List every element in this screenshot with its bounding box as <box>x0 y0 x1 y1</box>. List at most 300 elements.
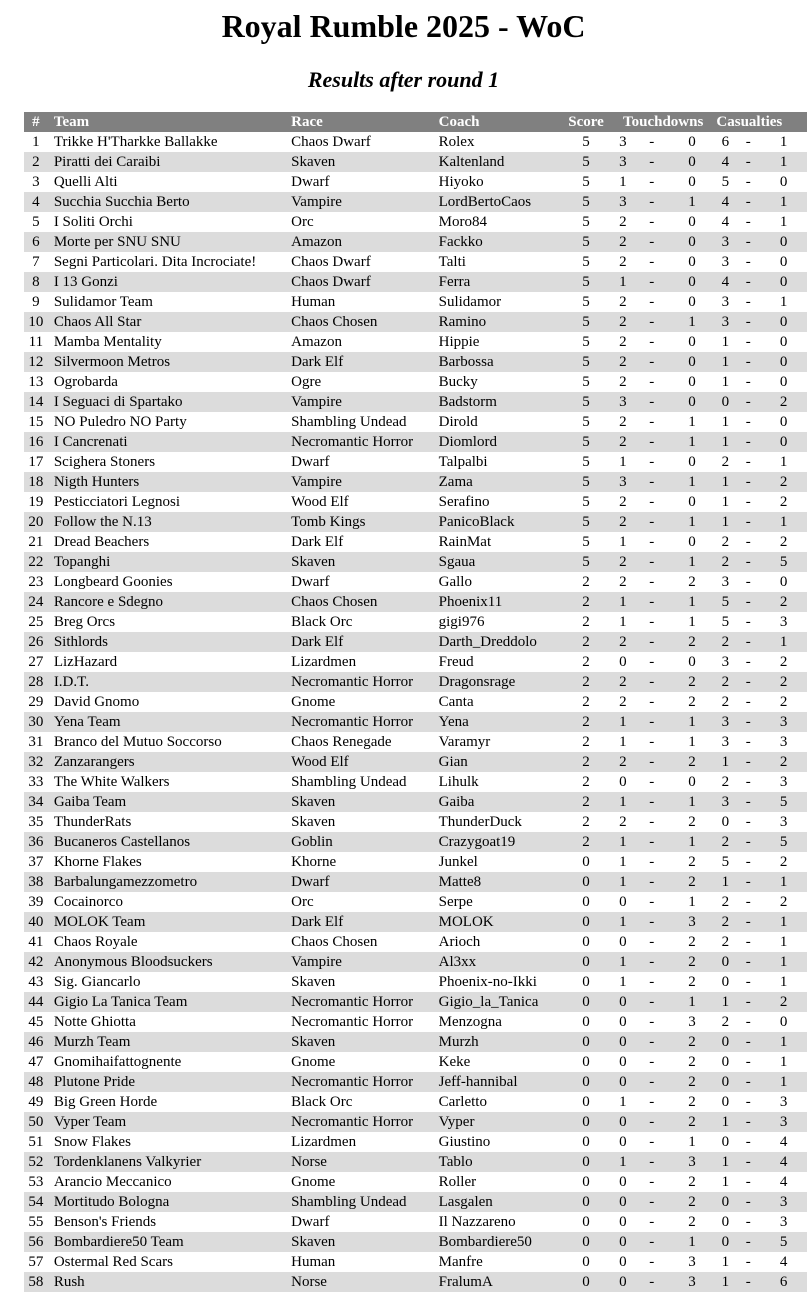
rank-cell: 49 <box>28 1094 44 1110</box>
team-cell: Rancore e Sdegno <box>48 592 291 612</box>
casualties-separator: - <box>745 694 751 710</box>
race-cell: Chaos Chosen <box>291 934 378 950</box>
rank-cell: 7 <box>32 254 40 270</box>
touchdowns-separator: - <box>649 374 655 390</box>
casualties-for-cell: 0 <box>721 1094 730 1110</box>
coach-cell: Ramino <box>439 312 561 332</box>
coach-cell: Badstorm <box>439 392 561 412</box>
casualties-separator: - <box>736 1232 760 1252</box>
coach-cell: Gaiba <box>439 792 561 812</box>
rank-cell: 1 <box>32 134 40 150</box>
table-row <box>24 432 807 452</box>
casualties-separator: - <box>745 294 751 310</box>
casualties-separator: - <box>745 1174 751 1190</box>
table-row <box>24 1112 807 1132</box>
touchdowns-separator: - <box>649 1094 655 1110</box>
casualties-separator: - <box>736 152 760 172</box>
race-cell: Gnome <box>291 694 336 710</box>
casualties-separator: - <box>736 312 760 332</box>
touchdowns-against-cell: 1 <box>688 734 696 750</box>
touchdowns-against-cell: 2 <box>670 1192 715 1212</box>
coach-cell: Freud <box>438 654 474 670</box>
touchdowns-against-cell: 0 <box>670 352 715 372</box>
touchdowns-separator: - <box>634 1192 670 1212</box>
score-cell: 0 <box>582 1254 590 1270</box>
touchdowns-separator: - <box>634 312 670 332</box>
team-cell: NO Puledro NO Party <box>53 414 187 430</box>
score-cell: 2 <box>582 694 590 710</box>
score-cell: 5 <box>560 152 612 172</box>
race-cell: Norse <box>291 1272 439 1292</box>
coach-cell: Roller <box>438 1174 477 1190</box>
table-row <box>24 1152 807 1172</box>
touchdowns-for-cell: 2 <box>619 414 627 430</box>
table-row <box>24 792 807 812</box>
race-cell: Skaven <box>291 1232 439 1252</box>
team-cell: I 13 Gonzi <box>48 272 291 292</box>
rank-cell: 57 <box>28 1254 44 1270</box>
casualties-for-cell: 1 <box>714 512 736 532</box>
race-cell: Wood Elf <box>291 752 439 772</box>
casualties-against-cell: 4 <box>779 1254 788 1270</box>
score-cell: 5 <box>560 552 612 572</box>
table-row <box>24 1032 807 1052</box>
race-cell: Chaos Dwarf <box>291 134 371 150</box>
casualties-separator: - <box>736 432 760 452</box>
touchdowns-for-cell: 2 <box>612 552 634 572</box>
race-cell: Chaos Chosen <box>291 592 439 612</box>
casualties-separator: - <box>736 392 760 412</box>
table-row <box>24 972 807 992</box>
score-cell: 2 <box>560 832 612 852</box>
race-cell: Orc <box>291 214 314 230</box>
team-cell: Barbalungamezzometro <box>48 872 291 892</box>
casualties-for-cell: 0 <box>721 814 730 830</box>
casualties-separator: - <box>745 1094 751 1110</box>
score-cell: 2 <box>582 574 590 590</box>
header-race: Race <box>291 112 439 132</box>
score-cell: 2 <box>582 734 590 750</box>
table-row <box>24 352 807 372</box>
rank-cell: 55 <box>28 1214 44 1230</box>
race-cell: Chaos Chosen <box>291 312 439 332</box>
casualties-for-cell: 3 <box>721 734 730 750</box>
rank-cell: 58 <box>24 1272 48 1292</box>
casualties-against-cell: 1 <box>760 1072 807 1092</box>
casualties-separator: - <box>745 134 751 150</box>
touchdowns-against-cell: 1 <box>670 592 715 612</box>
table-row <box>24 132 807 152</box>
touchdowns-separator: - <box>649 734 655 750</box>
rank-cell: 14 <box>24 392 48 412</box>
score-cell: 5 <box>582 374 590 390</box>
race-cell: Lizardmen <box>291 654 357 670</box>
casualties-against-cell: 0 <box>779 414 788 430</box>
casualties-separator: - <box>736 712 760 732</box>
score-cell: 5 <box>582 254 590 270</box>
touchdowns-separator: - <box>634 152 670 172</box>
rank-cell: 5 <box>32 214 40 230</box>
casualties-separator: - <box>736 1272 760 1292</box>
race-cell: Shambling Undead <box>291 774 407 790</box>
race-cell: Necromantic Horror <box>291 1072 439 1092</box>
race-cell: Dwarf <box>291 872 439 892</box>
casualties-separator: - <box>736 672 760 692</box>
casualties-against-cell: 5 <box>760 792 807 812</box>
score-cell: 5 <box>582 134 590 150</box>
rank-cell: 36 <box>24 832 48 852</box>
score-cell: 0 <box>582 1014 590 1030</box>
touchdowns-for-cell: 2 <box>619 814 627 830</box>
casualties-against-cell: 1 <box>760 872 807 892</box>
score-cell: 2 <box>582 814 590 830</box>
race-cell: Skaven <box>291 792 439 812</box>
rank-cell: 3 <box>32 174 40 190</box>
coach-cell: Barbossa <box>439 352 561 372</box>
coach-cell: Phoenix-no-Ikki <box>438 974 537 990</box>
casualties-for-cell: 5 <box>721 614 730 630</box>
touchdowns-separator: - <box>634 912 670 932</box>
casualties-separator: - <box>745 214 751 230</box>
table-row <box>24 532 807 552</box>
rank-cell: 54 <box>24 1192 48 1212</box>
score-cell: 5 <box>560 352 612 372</box>
score-cell: 2 <box>560 792 612 812</box>
coach-cell: Dirold <box>438 414 478 430</box>
table-row <box>24 952 807 972</box>
rank-cell: 10 <box>24 312 48 332</box>
rank-cell: 44 <box>24 992 48 1012</box>
casualties-separator: - <box>736 512 760 532</box>
team-cell: David Gnomo <box>53 694 140 710</box>
casualties-separator: - <box>745 854 751 870</box>
casualties-against-cell: 2 <box>760 752 807 772</box>
touchdowns-separator: - <box>649 174 655 190</box>
team-cell: Ogrobarda <box>53 374 118 390</box>
touchdowns-separator: - <box>649 574 655 590</box>
casualties-for-cell: 4 <box>714 272 736 292</box>
coach-cell: Dragonsrage <box>439 672 561 692</box>
coach-cell: PanicoBlack <box>439 512 561 532</box>
rank-cell: 32 <box>24 752 48 772</box>
casualties-for-cell: 2 <box>714 552 736 572</box>
touchdowns-against-cell: 2 <box>688 934 696 950</box>
table-row <box>24 472 807 492</box>
touchdowns-against-cell: 2 <box>670 1072 715 1092</box>
casualties-against-cell: 0 <box>779 254 788 270</box>
casualties-against-cell: 2 <box>760 392 807 412</box>
coach-cell: Arioch <box>438 934 481 950</box>
casualties-against-cell: 1 <box>760 512 807 532</box>
casualties-separator: - <box>736 592 760 612</box>
table-row <box>24 552 807 572</box>
casualties-separator: - <box>745 414 751 430</box>
touchdowns-for-cell: 2 <box>619 294 627 310</box>
table-row <box>24 1172 807 1192</box>
touchdowns-separator: - <box>649 1254 655 1270</box>
casualties-for-cell: 2 <box>721 454 730 470</box>
table-row <box>24 672 807 692</box>
rank-cell: 21 <box>28 534 44 550</box>
casualties-separator: - <box>736 1032 760 1052</box>
touchdowns-separator: - <box>649 334 655 350</box>
touchdowns-for-cell: 2 <box>612 672 634 692</box>
coach-cell: Lihulk <box>438 774 479 790</box>
touchdowns-against-cell: 2 <box>670 952 715 972</box>
touchdowns-for-cell: 1 <box>619 974 627 990</box>
table-row <box>24 1132 807 1152</box>
page-title: Royal Rumble 2025 - WoC <box>221 8 586 44</box>
casualties-against-cell: 5 <box>760 552 807 572</box>
race-cell: Skaven <box>291 814 336 830</box>
score-cell: 5 <box>582 454 590 470</box>
casualties-for-cell: 2 <box>721 774 730 790</box>
team-cell: Ostermal Red Scars <box>53 1254 173 1270</box>
team-cell: I Seguaci di Spartako <box>48 392 291 412</box>
team-cell: Pesticciatori Legnosi <box>53 494 181 510</box>
race-cell: Human <box>291 294 336 310</box>
touchdowns-for-cell: 0 <box>619 1254 627 1270</box>
race-cell: Gnome <box>291 1054 336 1070</box>
casualties-for-cell: 0 <box>714 1072 736 1092</box>
touchdowns-for-cell: 0 <box>619 774 627 790</box>
table-row <box>24 172 807 192</box>
table-row <box>24 452 807 472</box>
score-cell: 0 <box>560 952 612 972</box>
score-cell: 0 <box>560 1152 612 1172</box>
table-row <box>24 632 807 652</box>
team-cell: Scighera Stoners <box>53 454 156 470</box>
rank-cell: 40 <box>24 912 48 932</box>
casualties-for-cell: 0 <box>721 1214 730 1230</box>
score-cell: 5 <box>560 432 612 452</box>
score-cell: 0 <box>560 1112 612 1132</box>
score-cell: 5 <box>582 494 590 510</box>
score-cell: 0 <box>582 1214 590 1230</box>
score-cell: 5 <box>560 192 612 212</box>
touchdowns-separator: - <box>649 654 655 670</box>
header-touchdowns: Touchdowns <box>612 112 715 132</box>
casualties-for-cell: 3 <box>714 312 736 332</box>
casualties-against-cell: 0 <box>779 574 788 590</box>
casualties-against-cell: 3 <box>779 734 788 750</box>
touchdowns-separator: - <box>649 814 655 830</box>
rank-cell: 39 <box>28 894 44 910</box>
casualties-for-cell: 0 <box>714 1192 736 1212</box>
score-cell: 5 <box>582 294 590 310</box>
casualties-against-cell: 0 <box>760 232 807 252</box>
team-cell: Gnomihaifattognente <box>53 1054 182 1070</box>
casualties-for-cell: 3 <box>721 254 730 270</box>
casualties-for-cell: 3 <box>714 712 736 732</box>
team-cell: Snow Flakes <box>53 1134 131 1150</box>
casualties-against-cell: 1 <box>779 294 788 310</box>
touchdowns-separator: - <box>649 454 655 470</box>
team-cell: Breg Orcs <box>53 614 116 630</box>
touchdowns-against-cell: 0 <box>688 654 696 670</box>
casualties-separator: - <box>736 752 760 772</box>
table-row <box>24 232 807 252</box>
touchdowns-separator: - <box>649 1214 655 1230</box>
score-cell: 0 <box>582 1094 590 1110</box>
casualties-against-cell: 3 <box>779 614 788 630</box>
coach-cell: ThunderDuck <box>438 814 522 830</box>
touchdowns-for-cell: 2 <box>612 352 634 372</box>
rank-cell: 30 <box>24 712 48 732</box>
casualties-separator: - <box>745 1254 751 1270</box>
casualties-separator: - <box>736 792 760 812</box>
casualties-for-cell: 4 <box>721 214 730 230</box>
casualties-against-cell: 2 <box>779 534 788 550</box>
casualties-for-cell: 0 <box>721 1054 730 1070</box>
rank-cell: 53 <box>28 1174 44 1190</box>
casualties-for-cell: 4 <box>714 192 736 212</box>
coach-cell: Serafino <box>438 494 490 510</box>
touchdowns-against-cell: 2 <box>670 1112 715 1132</box>
race-cell: Dwarf <box>291 574 330 590</box>
casualties-against-cell: 2 <box>779 654 788 670</box>
table-row <box>24 1192 807 1212</box>
rank-cell: 15 <box>28 414 44 430</box>
touchdowns-for-cell: 1 <box>619 734 627 750</box>
rank-cell: 42 <box>24 952 48 972</box>
casualties-against-cell: 1 <box>760 952 807 972</box>
casualties-for-cell: 0 <box>714 952 736 972</box>
casualties-separator: - <box>736 352 760 372</box>
touchdowns-separator: - <box>634 592 670 612</box>
casualties-separator: - <box>736 472 760 492</box>
casualties-for-cell: 1 <box>721 334 730 350</box>
touchdowns-against-cell: 1 <box>670 992 715 1012</box>
touchdowns-separator: - <box>634 752 670 772</box>
team-cell: Vyper Team <box>48 1112 291 1132</box>
touchdowns-separator: - <box>634 992 670 1012</box>
casualties-against-cell: 4 <box>760 1152 807 1172</box>
team-cell: Trikke H'Tharkke Ballakke <box>53 134 218 150</box>
race-cell: Ogre <box>291 374 322 390</box>
touchdowns-against-cell: 2 <box>670 872 715 892</box>
touchdowns-for-cell: 1 <box>619 854 627 870</box>
rank-cell: 11 <box>28 334 44 350</box>
race-cell: Necromantic Horror <box>291 672 439 692</box>
casualties-for-cell: 1 <box>721 494 730 510</box>
team-cell: Piratti dei Caraibi <box>48 152 291 172</box>
casualties-against-cell: 1 <box>779 934 788 950</box>
rank-cell: 27 <box>28 654 44 670</box>
casualties-separator: - <box>736 832 760 852</box>
touchdowns-separator: - <box>649 1054 655 1070</box>
table-row <box>24 612 807 632</box>
score-cell: 5 <box>560 272 612 292</box>
coach-cell: Menzogna <box>438 1014 502 1030</box>
casualties-for-cell: 2 <box>721 534 730 550</box>
table-row <box>24 572 807 592</box>
score-cell: 5 <box>582 414 590 430</box>
table-row <box>24 812 807 832</box>
touchdowns-for-cell: 1 <box>612 872 634 892</box>
touchdowns-against-cell: 3 <box>688 1254 696 1270</box>
score-cell: 0 <box>560 1232 612 1252</box>
touchdowns-separator: - <box>634 272 670 292</box>
touchdowns-against-cell: 0 <box>670 152 715 172</box>
rank-cell: 50 <box>24 1112 48 1132</box>
coach-cell: Sulidamor <box>438 294 502 310</box>
touchdowns-for-cell: 2 <box>619 374 627 390</box>
casualties-against-cell: 3 <box>779 814 788 830</box>
race-cell: Necromantic Horror <box>291 1014 414 1030</box>
team-cell: Branco del Mutuo Soccorso <box>53 734 222 750</box>
score-cell: 0 <box>560 1072 612 1092</box>
touchdowns-separator: - <box>634 232 670 252</box>
casualties-separator: - <box>745 934 751 950</box>
casualties-against-cell: 1 <box>760 152 807 172</box>
touchdowns-separator: - <box>649 134 655 150</box>
touchdowns-separator: - <box>649 774 655 790</box>
race-cell: Shambling Undead <box>291 414 407 430</box>
casualties-against-cell: 2 <box>779 894 788 910</box>
touchdowns-against-cell: 0 <box>688 774 696 790</box>
touchdowns-separator: - <box>634 352 670 372</box>
coach-cell: Darth_Dreddolo <box>439 632 561 652</box>
race-cell: Shambling Undead <box>291 1192 439 1212</box>
touchdowns-against-cell: 2 <box>688 974 696 990</box>
touchdowns-separator: - <box>634 192 670 212</box>
casualties-for-cell: 0 <box>714 1032 736 1052</box>
race-cell: Chaos Dwarf <box>291 254 371 270</box>
table-row <box>24 512 807 532</box>
team-cell: Mamba Mentality <box>53 334 162 350</box>
casualties-separator: - <box>745 614 751 630</box>
rank-cell: 13 <box>28 374 44 390</box>
rank-cell: 22 <box>24 552 48 572</box>
touchdowns-for-cell: 0 <box>612 1112 634 1132</box>
team-cell: Follow the N.13 <box>48 512 291 532</box>
table-row <box>24 1212 807 1232</box>
race-cell: Necromantic Horror <box>291 712 439 732</box>
touchdowns-against-cell: 0 <box>688 494 696 510</box>
touchdowns-against-cell: 2 <box>688 694 696 710</box>
rank-cell: 26 <box>24 632 48 652</box>
rank-cell: 19 <box>28 494 44 510</box>
casualties-separator: - <box>736 1112 760 1132</box>
touchdowns-separator: - <box>634 1112 670 1132</box>
touchdowns-separator: - <box>649 414 655 430</box>
coach-cell: Gigio_la_Tanica <box>439 992 561 1012</box>
touchdowns-separator: - <box>634 392 670 412</box>
touchdowns-for-cell: 1 <box>612 832 634 852</box>
table-row <box>24 372 807 392</box>
touchdowns-against-cell: 1 <box>688 1134 696 1150</box>
team-cell: Sulidamor Team <box>53 294 153 310</box>
touchdowns-against-cell: 2 <box>688 814 696 830</box>
casualties-against-cell: 0 <box>779 334 788 350</box>
score-cell: 0 <box>582 894 590 910</box>
coach-cell: Al3xx <box>439 952 561 972</box>
touchdowns-for-cell: 1 <box>612 272 634 292</box>
header-score: Score <box>560 112 612 132</box>
touchdowns-against-cell: 0 <box>688 454 696 470</box>
table-row <box>24 752 807 772</box>
race-cell: Dark Elf <box>291 352 439 372</box>
touchdowns-against-cell: 3 <box>688 1014 696 1030</box>
team-cell: Chaos All Star <box>48 312 291 332</box>
casualties-separator: - <box>745 454 751 470</box>
rank-cell: 20 <box>24 512 48 532</box>
race-cell: Dwarf <box>291 1214 330 1230</box>
casualties-against-cell: 3 <box>779 774 788 790</box>
table-row <box>24 1012 807 1032</box>
coach-cell: Carletto <box>438 1094 487 1110</box>
